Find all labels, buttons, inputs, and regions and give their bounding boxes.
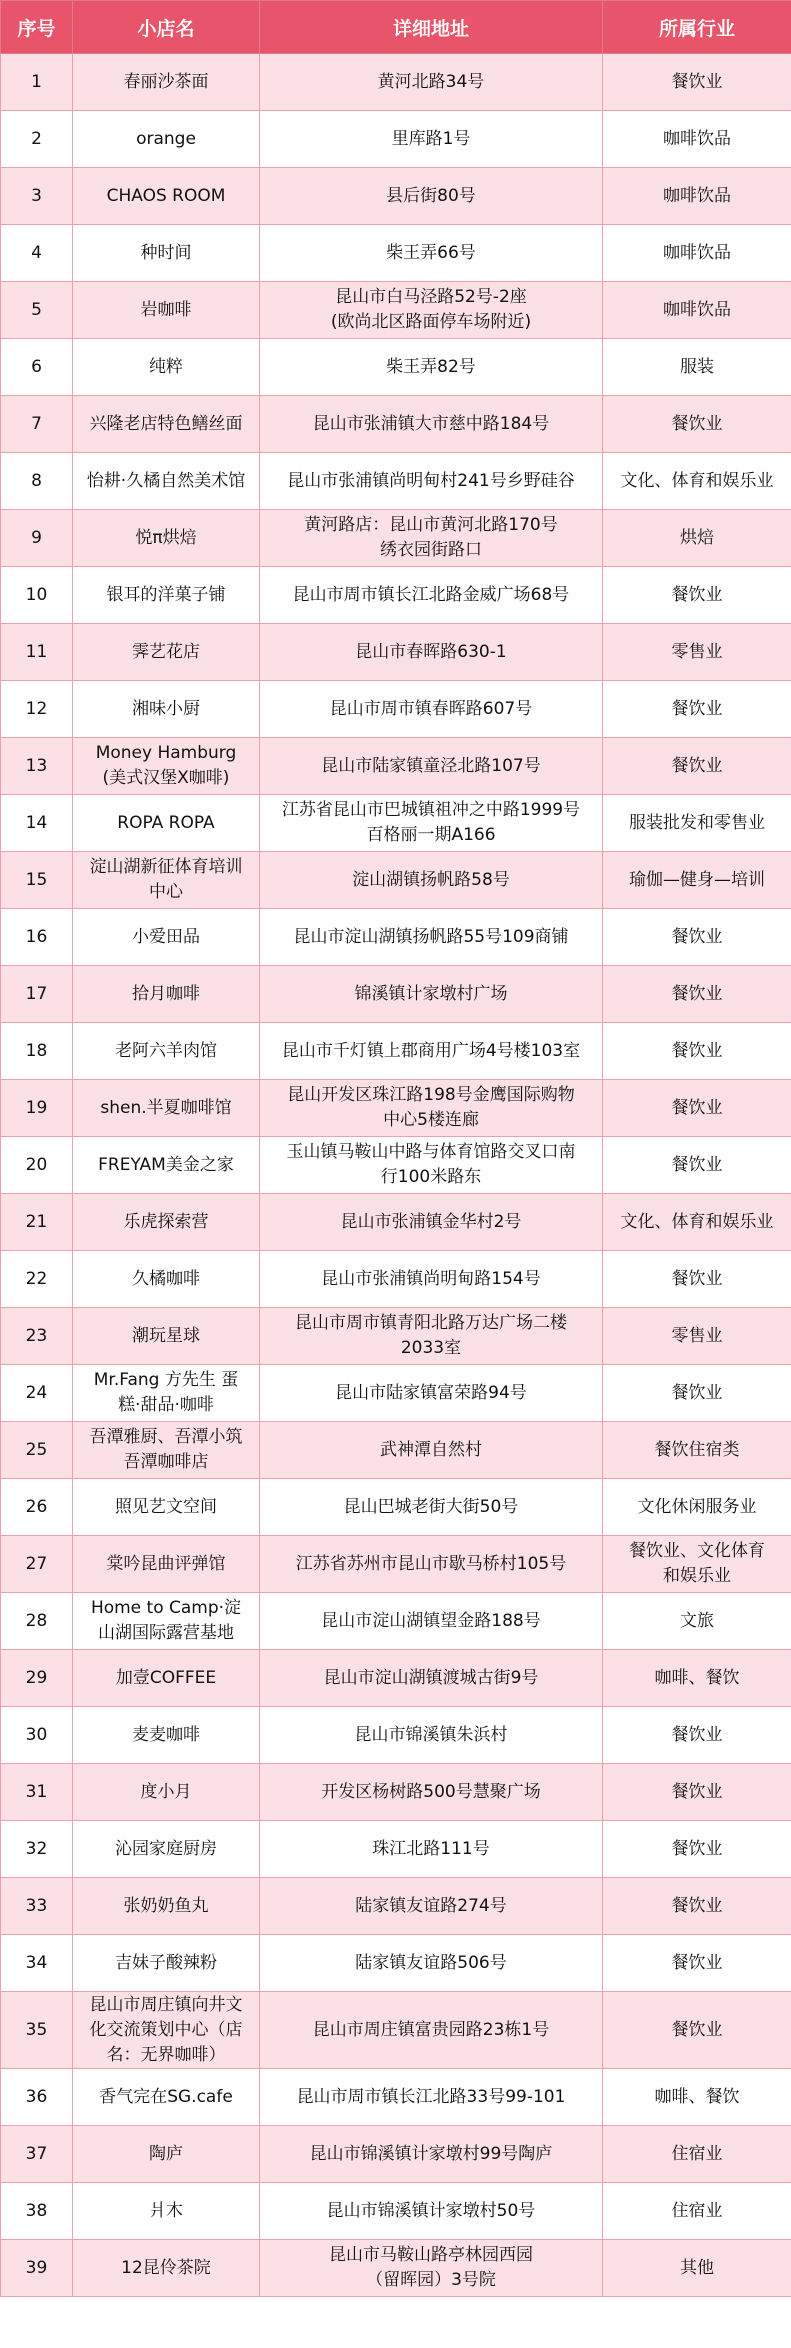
cell-industry: 服装批发和零售业 [603,795,791,852]
cell-no: 4 [1,225,73,282]
table-row [1,1251,791,1308]
table-row [1,738,791,795]
cell-name: 春丽沙茶面 [73,54,260,111]
cell-name: 银耳的洋菓子铺 [73,567,260,624]
table-row [1,1194,791,1251]
cell-name: 岩咖啡 [73,282,260,339]
cell-name: shen.半夏咖啡馆 [73,1080,260,1137]
cell-name: 老阿六羊肉馆 [73,1023,260,1080]
table-row [1,510,791,567]
cell-no: 34 [1,1935,73,1992]
cell-industry: 餐饮业 [603,54,791,111]
table-row [1,1935,791,1992]
cell-address: 里库路1号 [260,111,603,168]
table-row [1,225,791,282]
cell-no: 29 [1,1650,73,1707]
cell-no: 28 [1,1593,73,1650]
cell-name: 度小月 [73,1764,260,1821]
cell-address: 昆山市淀山湖镇渡城古街9号 [260,1650,603,1707]
cell-name: 纯粹 [73,339,260,396]
cell-name: CHAOS ROOM [73,168,260,225]
header-industry: 所属行业 [603,1,791,54]
cell-name: 沁园家庭厨房 [73,1821,260,1878]
cell-no: 12 [1,681,73,738]
cell-industry: 文化休闲服务业 [603,1479,791,1536]
cell-name: Home to Camp·淀 山湖国际露营基地 [73,1593,260,1650]
table-row [1,168,791,225]
cell-no: 17 [1,966,73,1023]
cell-no: 1 [1,54,73,111]
cell-name: 加壹COFFEE [73,1650,260,1707]
cell-address: 昆山市锦溪镇计家墩村99号陶庐 [260,2126,603,2183]
cell-address: 昆山市周市镇长江北路33号99-101 [260,2069,603,2126]
table-row [1,339,791,396]
cell-no: 3 [1,168,73,225]
cell-industry: 餐饮业 [603,1080,791,1137]
cell-address: 昆山市张浦镇金华村2号 [260,1194,603,1251]
cell-industry: 餐饮业 [603,1935,791,1992]
cell-name: 湘味小厨 [73,681,260,738]
cell-address: 黄河北路34号 [260,54,603,111]
cell-industry: 餐饮业 [603,1365,791,1422]
cell-industry: 文化、体育和娱乐业 [603,453,791,510]
cell-industry: 餐饮业 [603,966,791,1023]
cell-name: 麦麦咖啡 [73,1707,260,1764]
cell-no: 33 [1,1878,73,1935]
cell-industry: 餐饮业 [603,1251,791,1308]
cell-industry: 瑜伽—健身—培训 [603,852,791,909]
cell-industry: 餐饮业 [603,909,791,966]
cell-no: 14 [1,795,73,852]
cell-name: FREYAM美金之家 [73,1137,260,1194]
cell-name: 昆山市周庄镇向井文 化交流策划中心（店 名：无界咖啡） [73,1992,260,2069]
cell-address: 昆山市千灯镇上郡商用广场4号楼103室 [260,1023,603,1080]
table-row [1,2183,791,2240]
cell-industry: 餐饮业 [603,681,791,738]
cell-no: 5 [1,282,73,339]
cell-name: 12昆伶茶院 [73,2240,260,2297]
cell-no: 18 [1,1023,73,1080]
cell-no: 26 [1,1479,73,1536]
cell-address: 昆山市张浦镇大市慈中路184号 [260,396,603,453]
cell-address: 昆山市周庄镇富贵园路23栋1号 [260,1992,603,2069]
table-row [1,396,791,453]
cell-name: 吉妹子酸辣粉 [73,1935,260,1992]
cell-address: 昆山市淀山湖镇扬帆路55号109商铺 [260,909,603,966]
cell-industry: 餐饮业 [603,567,791,624]
cell-industry: 烘焙 [603,510,791,567]
cell-no: 20 [1,1137,73,1194]
table-row [1,1479,791,1536]
cell-industry: 咖啡饮品 [603,225,791,282]
table-row [1,1650,791,1707]
table-row [1,1308,791,1365]
cell-name: 种时间 [73,225,260,282]
cell-name: 怡耕·久橘自然美术馆 [73,453,260,510]
cell-address: 柴王弄82号 [260,339,603,396]
cell-address: 柴王弄66号 [260,225,603,282]
header-name: 小店名 [73,1,260,54]
cell-address: 陆家镇友谊路506号 [260,1935,603,1992]
cell-name: 香气完在SG.cafe [73,2069,260,2126]
cell-no: 9 [1,510,73,567]
cell-address: 昆山市张浦镇尚明甸村241号乡野硅谷 [260,453,603,510]
cell-name: 小爱田品 [73,909,260,966]
table-row [1,1593,791,1650]
cell-industry: 咖啡饮品 [603,282,791,339]
cell-industry: 餐饮业 [603,1764,791,1821]
cell-address: 昆山开发区珠江路198号金鹰国际购物 中心5楼连廊 [260,1080,603,1137]
table-row [1,624,791,681]
cell-no: 13 [1,738,73,795]
cell-industry: 餐饮业 [603,1878,791,1935]
cell-industry: 餐饮业 [603,1023,791,1080]
table-row [1,111,791,168]
table-row [1,909,791,966]
cell-no: 32 [1,1821,73,1878]
cell-no: 25 [1,1422,73,1479]
cell-no: 15 [1,852,73,909]
cell-address: 昆山市春晖路630-1 [260,624,603,681]
cell-industry: 餐饮业 [603,1821,791,1878]
cell-industry: 餐饮业 [603,1707,791,1764]
cell-address: 昆山市陆家镇富荣路94号 [260,1365,603,1422]
cell-industry: 餐饮业 [603,738,791,795]
cell-industry: 住宿业 [603,2126,791,2183]
table-row [1,1707,791,1764]
cell-address: 珠江北路111号 [260,1821,603,1878]
cell-name: 爿木 [73,2183,260,2240]
cell-address: 开发区杨树路500号慧聚广场 [260,1764,603,1821]
cell-address: 昆山市淀山湖镇望金路188号 [260,1593,603,1650]
cell-industry: 住宿业 [603,2183,791,2240]
cell-no: 39 [1,2240,73,2297]
cell-name: 棠吟昆曲评弹馆 [73,1536,260,1593]
cell-no: 21 [1,1194,73,1251]
cell-industry: 零售业 [603,1308,791,1365]
cell-name: 照见艺文空间 [73,1479,260,1536]
table-row [1,2240,791,2297]
table-row [1,54,791,111]
cell-name: 吾潭雅厨、吾潭小筑 吾潭咖啡店 [73,1422,260,1479]
cell-address: 昆山市周市镇春晖路607号 [260,681,603,738]
cell-address: 昆山市周市镇长江北路金威广场68号 [260,567,603,624]
cell-name: 乐虎探索营 [73,1194,260,1251]
cell-industry: 餐饮业 [603,1137,791,1194]
cell-name: 淀山湖新征体育培训 中心 [73,852,260,909]
cell-name: 久橘咖啡 [73,1251,260,1308]
table-row [1,1137,791,1194]
cell-industry: 咖啡、餐饮 [603,1650,791,1707]
cell-no: 11 [1,624,73,681]
cell-address: 昆山市周市镇青阳北路万达广场二楼 2033室 [260,1308,603,1365]
cell-address: 淀山湖镇扬帆路58号 [260,852,603,909]
cell-address: 江苏省昆山市巴城镇祖冲之中路1999号 百格丽一期A166 [260,795,603,852]
cell-no: 37 [1,2126,73,2183]
cell-industry: 服装 [603,339,791,396]
cell-address: 昆山市张浦镇尚明甸路154号 [260,1251,603,1308]
cell-name: Mr.Fang 方先生 蛋 糕·甜品·咖啡 [73,1365,260,1422]
cell-industry: 其他 [603,2240,791,2297]
table-row [1,567,791,624]
cell-name: 陶庐 [73,2126,260,2183]
table-row [1,1422,791,1479]
table-row [1,1023,791,1080]
table-row [1,852,791,909]
table-row [1,1992,791,2069]
cell-no: 27 [1,1536,73,1593]
cell-industry: 餐饮业 [603,1992,791,2069]
cell-address: 昆山市白马泾路52号-2座 (欧尚北区路面停车场附近) [260,282,603,339]
cell-no: 35 [1,1992,73,2069]
table-row [1,1764,791,1821]
table-row [1,1878,791,1935]
cell-name: 拾月咖啡 [73,966,260,1023]
cell-address: 昆山市陆家镇童泾北路107号 [260,738,603,795]
table-row [1,1821,791,1878]
cell-address: 昆山市锦溪镇朱浜村 [260,1707,603,1764]
cell-name: 悦π烘焙 [73,510,260,567]
cell-no: 22 [1,1251,73,1308]
table-row [1,282,791,339]
cell-no: 8 [1,453,73,510]
cell-address: 玉山镇马鞍山中路与体育馆路交叉口南 行100米路东 [260,1137,603,1194]
cell-industry: 文化、体育和娱乐业 [603,1194,791,1251]
table-row [1,2069,791,2126]
table-row [1,795,791,852]
cell-address: 昆山市马鞍山路亭林园西园 （留晖园）3号院 [260,2240,603,2297]
cell-no: 23 [1,1308,73,1365]
table-row [1,966,791,1023]
cell-no: 10 [1,567,73,624]
cell-address: 昆山巴城老街大街50号 [260,1479,603,1536]
cell-industry: 餐饮业 [603,396,791,453]
cell-address: 武神潭自然村 [260,1422,603,1479]
cell-address: 江苏省苏州市昆山市歇马桥村105号 [260,1536,603,1593]
cell-address: 昆山市锦溪镇计家墩村50号 [260,2183,603,2240]
cell-industry: 餐饮住宿类 [603,1422,791,1479]
cell-no: 2 [1,111,73,168]
cell-industry: 咖啡饮品 [603,168,791,225]
header-row [1,1,791,54]
cell-no: 6 [1,339,73,396]
cell-name: orange [73,111,260,168]
cell-name: 霁艺花店 [73,624,260,681]
cell-name: 潮玩星球 [73,1308,260,1365]
cell-no: 16 [1,909,73,966]
cell-industry: 零售业 [603,624,791,681]
cell-industry: 餐饮业、文化体育 和娱乐业 [603,1536,791,1593]
table-row [1,681,791,738]
cell-name: 兴隆老店特色鳝丝面 [73,396,260,453]
table-row [1,1536,791,1593]
cell-no: 24 [1,1365,73,1422]
cell-no: 30 [1,1707,73,1764]
table-row [1,453,791,510]
cell-industry: 文旅 [603,1593,791,1650]
cell-no: 36 [1,2069,73,2126]
cell-address: 锦溪镇计家墩村广场 [260,966,603,1023]
header-no: 序号 [1,1,73,54]
cell-industry: 咖啡、餐饮 [603,2069,791,2126]
cell-address: 陆家镇友谊路274号 [260,1878,603,1935]
table-row [1,1365,791,1422]
cell-no: 7 [1,396,73,453]
table-row [1,1080,791,1137]
cell-name: Money Hamburg (美式汉堡X咖啡) [73,738,260,795]
cell-name: ROPA ROPA [73,795,260,852]
cell-industry: 咖啡饮品 [603,111,791,168]
cell-name: 张奶奶鱼丸 [73,1878,260,1935]
table-row [1,2126,791,2183]
cell-no: 19 [1,1080,73,1137]
cell-no: 31 [1,1764,73,1821]
cell-address: 黄河路店：昆山市黄河北路170号 绣衣园街路口 [260,510,603,567]
header-address: 详细地址 [260,1,603,54]
cell-address: 县后街80号 [260,168,603,225]
cell-no: 38 [1,2183,73,2240]
